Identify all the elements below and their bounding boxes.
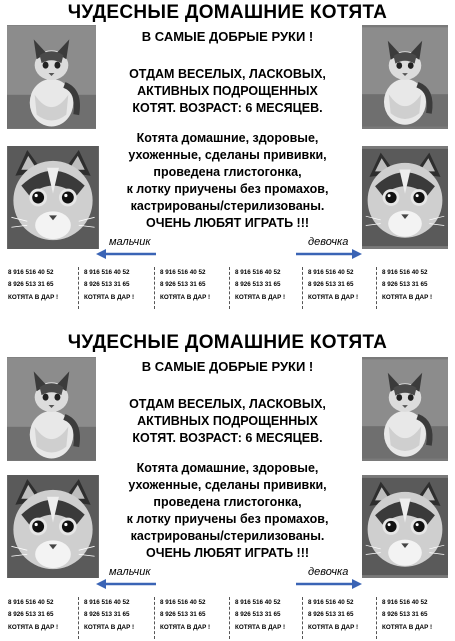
tear-off-tab[interactable]: 8 916 516 40 52 8 926 513 31 65 КОТЯТА В ДАР ! xyxy=(78,595,148,641)
caption-girl: девочка xyxy=(308,236,349,248)
tear-off-tab[interactable]: 8 916 516 40 52 8 926 513 31 65 КОТЯТА В ДАР ! xyxy=(78,265,148,311)
caption-boy: мальчик xyxy=(109,566,151,578)
tear-off-tab[interactable]: 8 916 516 40 52 8 926 513 31 65 КОТЯТА В ДАР ! xyxy=(302,265,372,311)
tear-off-tab[interactable]: 8 916 516 40 52 8 926 513 31 65 КОТЯТА В ДАР ! xyxy=(376,265,446,311)
description-headline: ОТДАМ ВЕСЕЛЫХ, ЛАСКОВЫХ, АКТИВНЫХ ПОДРОЩЕННЫХ КОТЯТ. ВОЗРАСТ: 6 МЕСЯЦЕВ. xyxy=(129,397,326,445)
flyer-top xyxy=(0,0,455,320)
flyer-subtitle: В САМЫЕ ДОБРЫЕ РУКИ ! xyxy=(141,29,314,44)
tear-off-tab[interactable]: 8 916 516 40 52 8 926 513 31 65 КОТЯТА В ДАР ! xyxy=(229,595,299,641)
flyer-title: ЧУДЕСНЫЕ ДОМАШНИЕ КОТЯТА xyxy=(67,2,388,23)
kitten-photo-boy xyxy=(7,475,99,578)
tear-off-tab[interactable]: 8 916 516 40 52 8 926 513 31 65 КОТЯТА В ДАР ! xyxy=(302,595,372,641)
kitten-photo-top-left xyxy=(7,25,96,129)
description-details: Котята домашние, здоровые, ухоженные, сделаны прививки, проведена глистогонка, к лотку приучены без промахов, кастрированы/стерилизованы. ОЧЕНЬ ЛЮБЯТ ИГРАТЬ !!! xyxy=(126,461,329,560)
tear-off-strip xyxy=(0,265,455,311)
flyer-bottom xyxy=(0,320,455,640)
flyer-subtitle: В САМЫЕ ДОБРЫЕ РУКИ ! xyxy=(141,359,314,374)
arrow-right-icon xyxy=(296,248,362,260)
tear-off-tab[interactable]: 8 916 516 40 52 8 926 513 31 65 КОТЯТА В ДАР ! xyxy=(376,595,446,641)
caption-girl: девочка xyxy=(308,566,349,578)
tear-off-tab[interactable]: 8 916 516 40 52 8 926 513 31 65 КОТЯТА В ДАР ! xyxy=(154,595,224,641)
kitten-photo-top-right xyxy=(362,357,448,461)
kitten-photo-top-right xyxy=(362,25,448,129)
description-headline: ОТДАМ ВЕСЕЛЫХ, ЛАСКОВЫХ, АКТИВНЫХ ПОДРОЩЕННЫХ КОТЯТ. ВОЗРАСТ: 6 МЕСЯЦЕВ. xyxy=(129,67,326,115)
arrow-right-icon xyxy=(296,578,362,590)
description-details: Котята домашние, здоровые, ухоженные, сделаны прививки, проведена глистогонка, к лотку приучены без промахов, кастрированы/стерилизованы. ОЧЕНЬ ЛЮБЯТ ИГРАТЬ !!! xyxy=(126,131,329,230)
tear-off-tab[interactable]: 8 916 516 40 52 8 926 513 31 65 КОТЯТА В ДАР ! xyxy=(154,265,224,311)
tear-off-tab[interactable]: 8 916 516 40 52 8 926 513 31 65 КОТЯТА В ДАР ! xyxy=(8,269,59,301)
arrow-left-icon xyxy=(96,578,156,590)
arrow-left-icon xyxy=(96,248,156,260)
caption-boy: мальчик xyxy=(109,236,151,248)
tear-off-tab[interactable]: 8 916 516 40 52 8 926 513 31 65 КОТЯТА В ДАР ! xyxy=(8,599,59,631)
tear-off-tab[interactable]: 8 916 516 40 52 8 926 513 31 65 КОТЯТА В ДАР ! xyxy=(229,265,299,311)
flyer-title: ЧУДЕСНЫЕ ДОМАШНИЕ КОТЯТА xyxy=(67,332,388,353)
kitten-photo-boy xyxy=(7,146,99,249)
kitten-photo-girl xyxy=(362,475,448,578)
kitten-photo-girl xyxy=(362,146,448,249)
tear-off-strip xyxy=(0,595,455,641)
kitten-photo-top-left xyxy=(7,357,96,461)
